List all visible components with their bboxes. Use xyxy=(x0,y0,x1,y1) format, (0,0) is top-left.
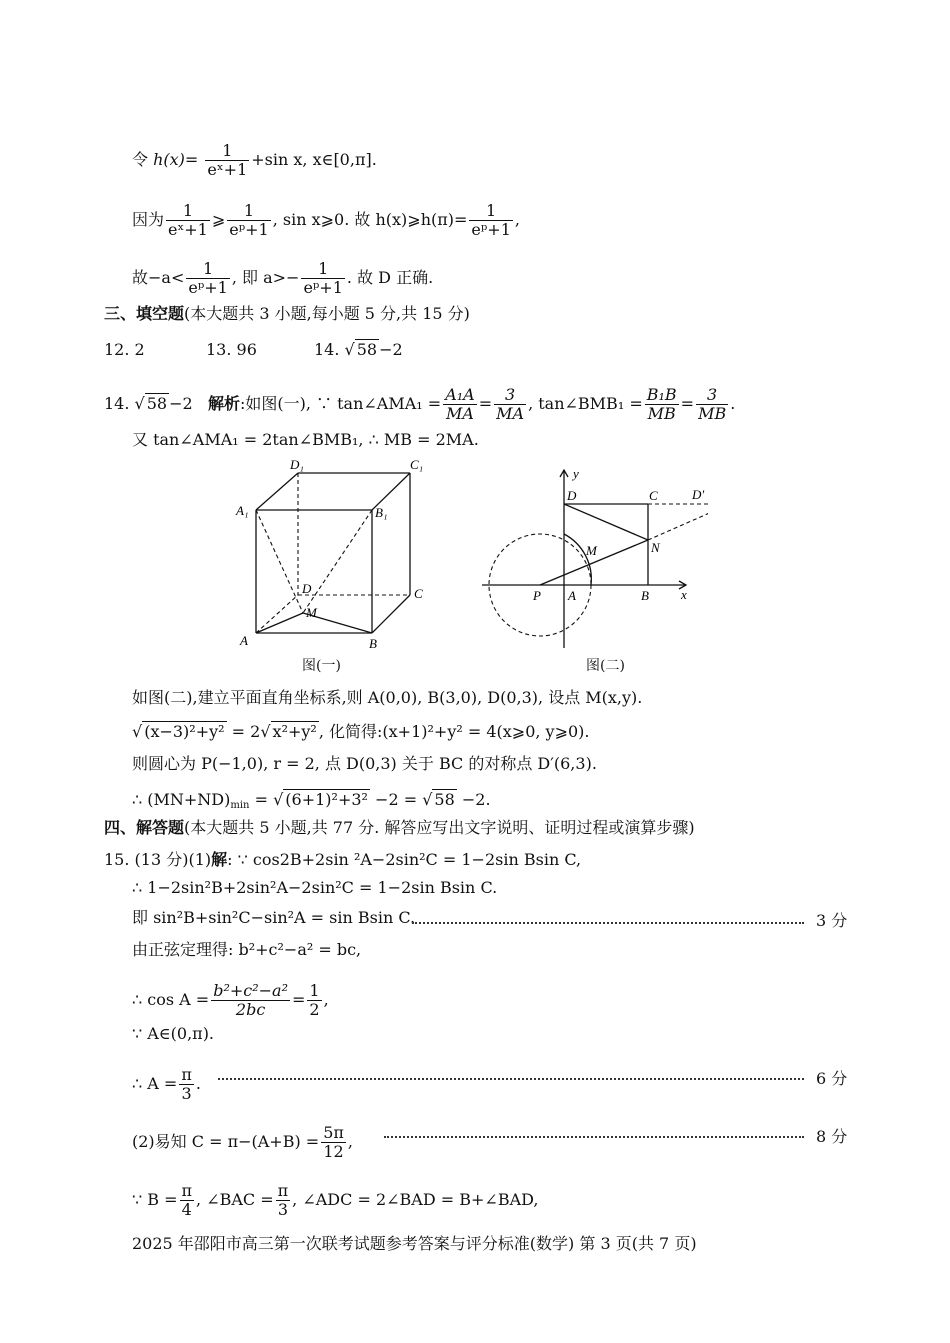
figure-1-caption: 图(一) xyxy=(302,658,341,674)
line-because: 因为 $\frac{1}{\text{eˣ+1}}$ ⩾ $\frac{1}{\text{eᵖ+1}}$ , sin x⩾0. 故 h(x)⩾h(π)= $\frac{1}{\text{eᵖ+1}}$ , xyxy=(132,201,520,239)
page-footer: 2025 年邵阳市高三第一次联考试题参考答案与评分标准(数学) 第 3 页(共 7 页) xyxy=(132,1234,697,1253)
score-8: 8 分 xyxy=(816,1127,848,1146)
line-also: 又 tan∠AMA₁ = 2tan∠BMB₁, ∴ MB = 2MA. xyxy=(132,430,479,449)
label-N: N xyxy=(651,540,660,555)
section-3-heading: 三、填空题(本大题共 3 小题,每小题 5 分,共 15 分) xyxy=(104,304,470,323)
answer-13: 13. 96 xyxy=(206,340,257,359)
q15-line-6: ∵ A∈(0,π). xyxy=(132,1024,215,1043)
line-h-def: 令 h(x)= $\frac{1}{\text{eˣ+1}}$ +sin x, x∈[0,π]. xyxy=(132,141,377,179)
q15-line-3: 即 sin²B+sin²C−sin²A = sin Bsin C. xyxy=(132,908,416,927)
label-D-prime: D′ xyxy=(692,487,705,502)
answer-12: 12. 2 xyxy=(104,340,145,359)
q14-analysis: 14. √ 58 −2 解析:如图(一), ∵ tan∠AMA₁ = $\frac{\text{A₁A}}{MA}$ = $\frac{3}{MA}$ , tan∠BMB₁ = $\frac{\text{B₁B}}{MB}$ = $\frac{3}{MB}$ . xyxy=(104,385,736,423)
figure-2-plane xyxy=(478,462,708,652)
dot-leader xyxy=(384,1136,804,1138)
label-C: C xyxy=(414,586,423,601)
figure-1-cube xyxy=(228,455,438,655)
label-A: A xyxy=(568,588,576,603)
label-M: M xyxy=(586,543,597,558)
label-C1: C₁ xyxy=(410,457,424,472)
label-D: D xyxy=(567,488,577,503)
label-B: B xyxy=(369,636,377,651)
q15-line-2: ∴ 1−2sin²B+2sin²A−2sin²C = 1−2sin Bsin C. xyxy=(132,878,498,897)
fraction: $\frac{1}{\text{eˣ+1}}$ xyxy=(207,141,248,179)
label-x: x xyxy=(681,587,687,602)
label-D1: D₁ xyxy=(290,457,304,472)
q15-line-4: 由正弦定理得: b²+c²−a² = bc, xyxy=(132,940,362,959)
label-y: y xyxy=(573,466,579,481)
q15-line-7: ∴ A = $\frac{\pi}{3}$ . xyxy=(132,1065,201,1103)
line-therefore-a: 故−a< $\frac{1}{\text{eᵖ+1}}$ , 即 a>− $\frac{1}{\text{eᵖ+1}}$ . 故 D 正确. xyxy=(132,259,434,297)
q15-line-1: 15. (13 分)(1)解: ∵ cos2B+2sin ²A−2sin²C = 1−2sin Bsin C, xyxy=(104,850,582,869)
dot-leader xyxy=(218,1078,804,1080)
label-M: M xyxy=(306,605,317,620)
line-equation: √ (x−3)²+y² = 2√ x²+y² , 化简得:(x+1)²+y² = 4(x⩾0, y⩾0). xyxy=(132,722,590,741)
line-center: 则圆心为 P(−1,0), r = 2, 点 D(0,3) 关于 BC 的对称点 D′(6,3). xyxy=(132,754,597,773)
q15-line-5: ∴ cos A = $\frac{\text{b²+c²−a²}}{2bc}$ = $\frac{1}{2}$ , xyxy=(132,981,329,1019)
dot-leader xyxy=(412,922,804,924)
q15-line-9: ∵ B = $\frac{\pi}{4}$ , ∠BAC = $\frac{\pi}{3}$ , ∠ADC = 2∠BAD = B+∠BAD, xyxy=(132,1181,539,1219)
score-3: 3 分 xyxy=(816,911,848,930)
line-minimum: ∴ $(MN+ND)_{min}$ = √ (6+1)²+3² −2 = √ 58 −2. xyxy=(132,790,491,811)
line-coordinates: 如图(二),建立平面直角坐标系,则 A(0,0), B(3,0), D(0,3), 设点 M(x,y). xyxy=(132,688,643,707)
label-C: C xyxy=(649,488,658,503)
label-B: B xyxy=(641,588,649,603)
label-A: A xyxy=(240,633,248,648)
answer-14: 14. √ 58 −2 xyxy=(314,340,403,359)
section-4-heading: 四、解答题(本大题共 5 小题,共 77 分. 解答应写出文字说明、证明过程或演算步骤) xyxy=(104,818,695,837)
q15-line-8: (2)易知 C = π−(A+B) = $\frac{5\pi}{12}$ , xyxy=(132,1123,353,1161)
label-D: D xyxy=(302,581,312,596)
label-A1: A₁ xyxy=(236,503,249,518)
label-B1: B₁ xyxy=(375,505,388,520)
figure-2-caption: 图(二) xyxy=(586,658,625,674)
label-P: P xyxy=(533,588,541,603)
score-6: 6 分 xyxy=(816,1069,848,1088)
